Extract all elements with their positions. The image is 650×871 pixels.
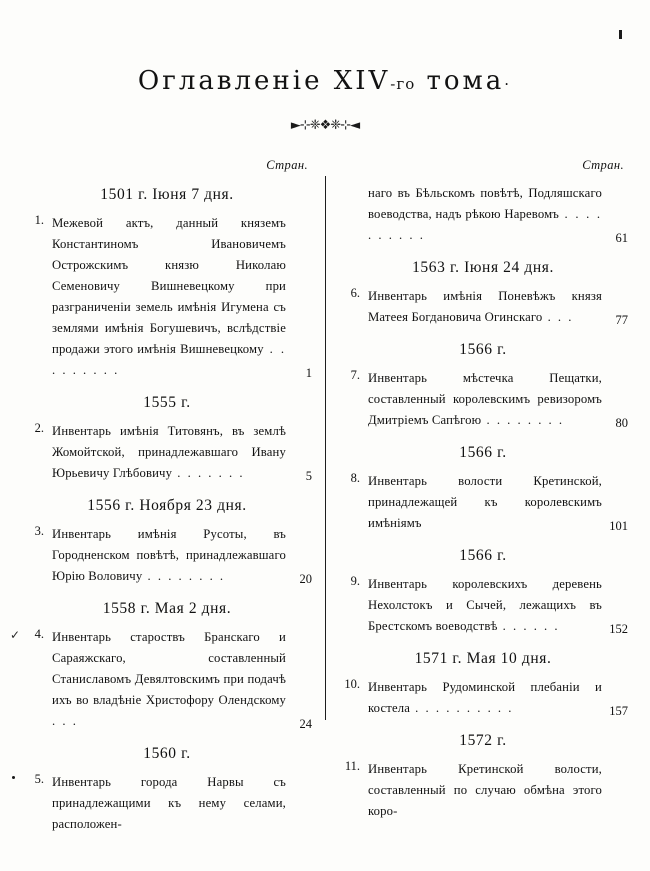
toc-year-heading: 1558 г. Мая 2 дня.	[102, 600, 232, 617]
toc-column-left	[10, 158, 312, 839]
toc-entry-title: Инвентарь мѣстечка Пещатки, составленный королевскимъ ревизоромъ Дмитріемъ Сапѣгою	[368, 371, 602, 427]
toc-page-number[interactable]: 157	[609, 704, 628, 718]
toc-entry-text	[368, 759, 602, 822]
toc-entry-title: наго въ Бѣльскомъ повѣтѣ, Подляшскаго воеводства, надъ рѣкою Наревомъ	[368, 186, 602, 221]
stran-label-right: Стран.	[582, 158, 624, 172]
toc-year-heading: 1563 г. Іюня 24 дня.	[412, 259, 554, 276]
toc-entry-text	[52, 213, 286, 381]
toc-entry[interactable]	[338, 183, 628, 246]
toc-entry-number: 4.	[34, 627, 44, 641]
toc-entry[interactable]	[338, 759, 628, 822]
toc-leader-dots: . . . . . . . . . .	[410, 701, 514, 715]
toc-entry[interactable]	[22, 213, 312, 381]
toc-entry[interactable]	[10, 627, 312, 732]
toc-page-number[interactable]: 77	[615, 313, 628, 327]
toc-year-heading: 1501 г. Іюня 7 дня.	[100, 186, 234, 203]
toc-year-heading: 1572 г.	[459, 732, 507, 749]
toc-entry[interactable]	[22, 524, 312, 587]
toc-page-number[interactable]: 20	[299, 572, 312, 586]
toc-entry-title: Инвентарь имѣнія Титовянъ, въ землѣ Жомойтской, принадлежавшаго Ивану Юрьевичу Глѣбовичу	[52, 424, 286, 480]
toc-page-number[interactable]: 1	[305, 366, 312, 380]
toc-entry-title: Межевой актъ, данный княземъ Константиномъ Ивановичемъ Острожскимъ князю Николаю Семеновичу Вишневецкому при разграниченіи земель имѣнія Игумена съ землями имѣнія Богушевичъ, вслѣдствіе продажи этого имѣнія Вишневецкому	[52, 216, 286, 356]
toc-entry-text	[52, 627, 286, 732]
toc-year-heading: 1566 г.	[459, 547, 507, 564]
page-title-tail: тома	[426, 66, 505, 96]
toc-year-heading: 1566 г.	[459, 341, 507, 358]
handwritten-check-icon: ✓	[10, 628, 21, 642]
toc-entry-title: Инвентарь волости Кретинской, принадлежащей къ королевскимъ имѣніямъ	[368, 474, 602, 530]
toc-year-heading: 1556 г. Ноября 23 дня.	[87, 497, 247, 514]
toc-leader-dots: . . .	[52, 714, 78, 728]
toc-entry-title: Инвентарь Рудоминской плебаніи и костела	[368, 680, 602, 715]
toc-entry-number: 11.	[344, 759, 360, 773]
corner-mark	[619, 30, 622, 39]
toc-entry-text	[52, 524, 286, 587]
toc-entry-title: Инвентарь староствъ Бранскаго и Сараяжскаго, составленный Станиславомъ Девялтовскимъ при подачѣ ихъ во владѣніе Христофору Олендскому	[52, 630, 286, 707]
toc-entry[interactable]	[338, 574, 628, 637]
toc-page-number[interactable]: 24	[299, 717, 312, 731]
toc-entry-text	[368, 677, 602, 719]
toc-entry-number: 5.	[34, 772, 44, 786]
toc-entry-title: Инвентарь королевскихъ деревень Нехолстокъ и Сычей, лежащихъ въ Брестскомъ воеводствѣ	[368, 577, 602, 633]
toc-page-number[interactable]: 61	[615, 231, 628, 245]
toc-page-number[interactable]: 5	[305, 469, 312, 483]
toc-entry[interactable]	[338, 286, 628, 328]
toc-entry-text	[368, 183, 602, 246]
toc-entry[interactable]	[338, 368, 628, 431]
toc-year-heading: 1560 г.	[143, 745, 191, 762]
toc-entry-number: 6.	[350, 286, 360, 300]
toc-entry-text	[52, 421, 286, 484]
toc-entry-number: 2.	[34, 421, 44, 435]
toc-entry-number: 10.	[344, 677, 360, 691]
ornament-divider: ►⊹❈❖❈⊹◄	[290, 118, 360, 133]
toc-leader-dots: . . . . . . . .	[142, 569, 226, 583]
toc-year-heading: 1555 г.	[143, 394, 191, 411]
toc-entry-text	[368, 574, 602, 637]
toc-entry-text	[368, 368, 602, 431]
toc-entry-text	[368, 286, 602, 328]
column-divider	[325, 176, 326, 720]
toc-entry-text	[368, 471, 602, 534]
toc-entry[interactable]	[338, 471, 628, 534]
toc-leader-dots: . . .	[542, 310, 574, 324]
toc-leader-dots: . . . . . . . . .	[52, 342, 286, 377]
toc-entry[interactable]	[22, 421, 312, 484]
toc-leader-dots: . . . . . .	[497, 619, 560, 633]
toc-entry[interactable]	[22, 772, 312, 835]
toc-leader-dots: . . . . . . . .	[481, 413, 565, 427]
toc-page-number[interactable]: 152	[609, 622, 628, 636]
toc-entry-number: 9.	[350, 574, 360, 588]
toc-leader-dots: . . . . . . .	[172, 466, 245, 480]
page-title-main: Оглавленіе XIV	[137, 66, 391, 96]
toc-entry-title: Инвентарь имѣнія Поневѣжъ князя Матеея Богдановича Огинскаго	[368, 289, 602, 324]
toc-column-right	[338, 158, 628, 826]
toc-page-number[interactable]: 80	[615, 416, 628, 430]
toc-entry-number: 1.	[34, 213, 44, 227]
toc-page-number[interactable]: 101	[609, 519, 628, 533]
ink-dot-icon	[12, 776, 15, 779]
toc-leader-dots: . . . . . . . . . .	[368, 207, 603, 242]
toc-entry-title: Инвентарь Кретинской волости, составленный по случаю обмѣна этого коро-	[368, 762, 602, 818]
toc-entry-number: 8.	[350, 471, 360, 485]
toc-entry-title: Инвентарь города Нарвы съ принадлежащими къ нему селами, расположен-	[52, 775, 286, 831]
page-title	[0, 66, 650, 96]
toc-entry-number: 7.	[350, 368, 360, 382]
page-title-suffix: -го	[390, 75, 416, 93]
page-title-dot: ·	[504, 75, 513, 93]
toc-year-heading: 1566 г.	[459, 444, 507, 461]
toc-entry[interactable]	[338, 677, 628, 719]
toc-year-heading: 1571 г. Мая 10 дня.	[414, 650, 552, 667]
toc-entry-number: 3.	[34, 524, 44, 538]
stran-label-left: Стран.	[266, 158, 308, 172]
toc-entry-title: Инвентарь имѣнія Русоты, въ Городненском повѣтѣ, принадлежавшаго Юрію Воловичу	[52, 527, 286, 583]
toc-entry-text	[52, 772, 286, 835]
